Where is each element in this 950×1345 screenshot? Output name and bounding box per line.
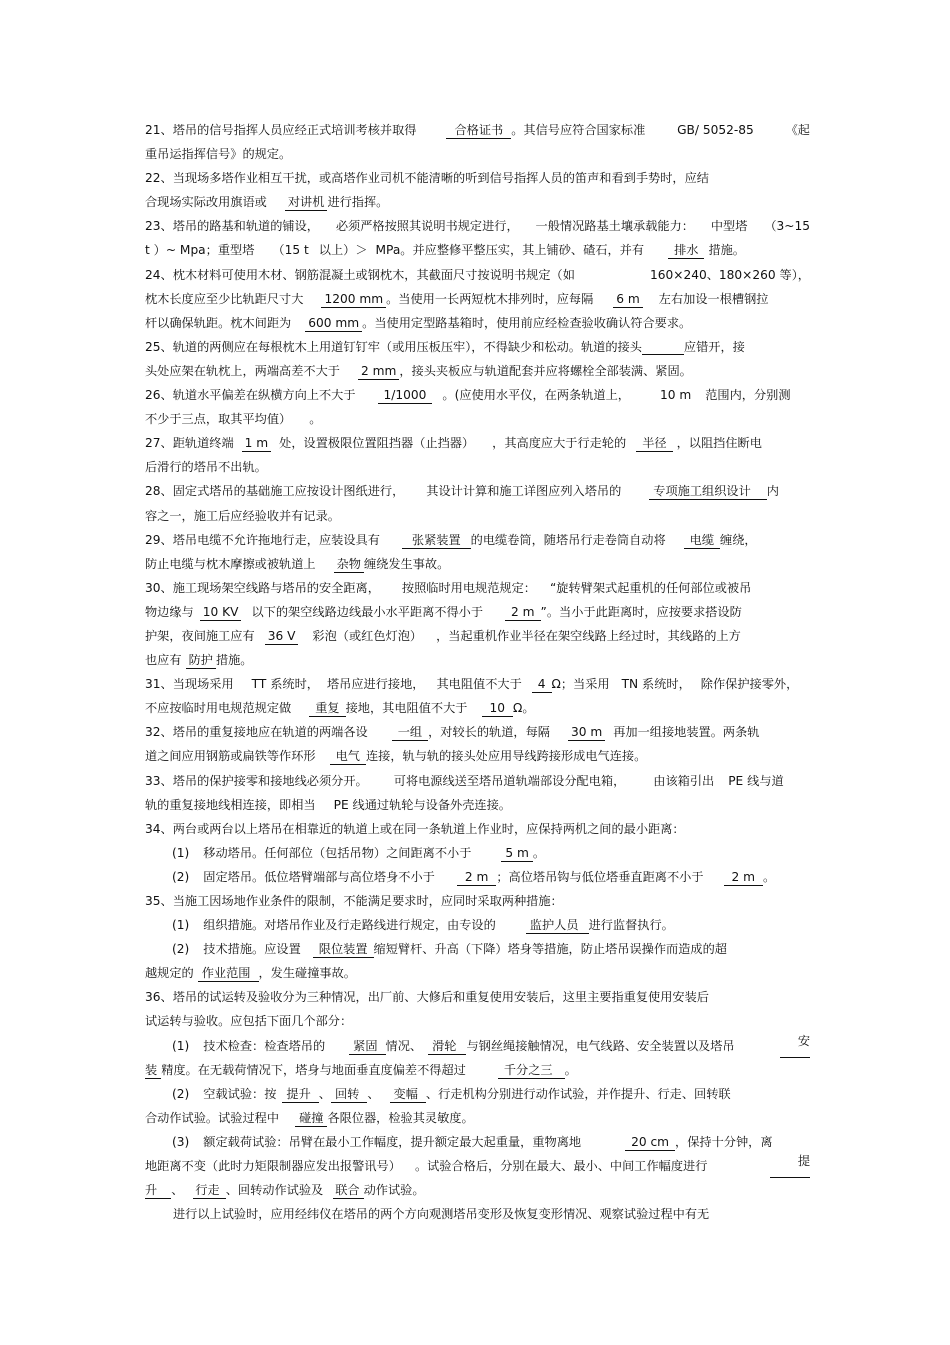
q27-line1 bbox=[145, 431, 810, 455]
q27-text: ，以阻挡住断电 bbox=[676, 436, 762, 451]
item-number: (2) bbox=[172, 942, 190, 957]
q30-text: 彩泡（或红色灯泡） bbox=[312, 628, 423, 643]
answer-blank: 专项施工组织设计 bbox=[649, 484, 767, 500]
item-number: (1) bbox=[172, 845, 190, 860]
answer-blank: 限位装置 bbox=[313, 942, 374, 958]
q32-text: 道之间应用钢筋或扁铁等作环形 bbox=[145, 749, 316, 764]
q24-text: 160×240、180×260 等）， bbox=[650, 267, 810, 282]
answer-blank: 提升 bbox=[282, 1087, 318, 1103]
q31-text: TT 系统时， bbox=[251, 677, 319, 692]
q21-line1 bbox=[145, 118, 810, 142]
q36-text: 地距离不变（此时力矩限制器应发出报警讯号） bbox=[145, 1159, 401, 1174]
q33-line2 bbox=[145, 793, 810, 817]
q31-line1 bbox=[145, 672, 810, 696]
q31-text: 31、当现场采用 bbox=[145, 677, 234, 692]
q30-line4 bbox=[145, 648, 810, 672]
q31-text: 其电阻值不大于 bbox=[436, 677, 522, 692]
q31-text: 不应按临时用电规范规定做 bbox=[145, 701, 292, 716]
q22-line2 bbox=[145, 190, 810, 214]
q34-text: 移动塔吊。任何部位（包括吊物）之间距离不小于 bbox=[203, 845, 472, 860]
q29-line1 bbox=[145, 528, 810, 552]
q25-text: ，接头夹板应与轨道配套并应将螺栓全部装满、紧固。 bbox=[399, 363, 692, 378]
q32-text: 32、塔吊的重复接地应在轨道的两端各设 bbox=[145, 725, 368, 740]
q34-text: 。 bbox=[763, 869, 776, 884]
q32-line1 bbox=[145, 720, 810, 744]
q23-text: t ）~ Mpa；重型塔 bbox=[145, 243, 255, 258]
q33-text: 轨的重复接地线相连接，即相当 bbox=[145, 797, 316, 812]
q25-text: 应错开，接 bbox=[683, 339, 745, 354]
answer-blank: 重复 bbox=[309, 701, 345, 717]
q23-text: 必须严格按照其说明书规定进行， bbox=[335, 219, 519, 234]
q35-text: 越规定的 bbox=[145, 966, 194, 981]
q34-text: ；高位塔吊钩与低位塔垂直距离不小于 bbox=[496, 869, 704, 884]
q36-text: 合动作试验。试验过程中 bbox=[145, 1110, 280, 1125]
q36-text: 、 bbox=[171, 1183, 184, 1198]
q36-text: 额定载荷试验：吊臂在最小工作幅度，提升额定最大起重量，重物离地 bbox=[203, 1134, 582, 1149]
answer-blank: 装 bbox=[145, 1063, 161, 1079]
q35-item2-cont bbox=[145, 961, 810, 985]
q23-text: 一般情况路基土壤承载能力： bbox=[535, 219, 694, 234]
q26-text: 10 m bbox=[659, 388, 692, 403]
answer-blank: 千分之三 bbox=[498, 1063, 565, 1079]
q34-item2 bbox=[145, 865, 810, 889]
q34-line1: 34、两台或两台以上塔吊在相靠近的轨道上或在同一条轨道上作业时，应保持两机之间的最小距离： bbox=[145, 821, 685, 836]
q30-text: 也应有 bbox=[145, 653, 182, 668]
q35-text: ，发生碰撞事故。 bbox=[258, 966, 356, 981]
q24-text: 左右加设一根槽钢拉 bbox=[658, 291, 769, 306]
q23-text: MPa。并应整修平整压实，其上铺砂、碴石，并有 bbox=[375, 243, 645, 258]
q21-text: 。其信号应符合国家标准 bbox=[511, 123, 646, 137]
q30-text: 以下的架空线路边线最小水平距离不得小于 bbox=[251, 604, 484, 619]
standard-code: GB/ 5052-85 bbox=[677, 123, 754, 137]
answer-blank: 1200 mm bbox=[321, 292, 386, 308]
q28-text: 其设计计算和施工详图应列入塔吊的 bbox=[426, 484, 622, 499]
q29-text: 缠绕发生事故。 bbox=[364, 556, 450, 571]
q33-text: PE 线与道 bbox=[728, 773, 784, 788]
q36-line1: 36、塔吊的试运转及验收分为三种情况，出厂前、大修后和重复使用安装后，这里主要指重复使用安装后 bbox=[145, 990, 709, 1005]
answer-blank: 合格证书 bbox=[446, 123, 511, 139]
q23-text: （15 t bbox=[272, 243, 309, 258]
q23-line2 bbox=[145, 238, 810, 262]
q26-text: 26、轨道水平偏差在纵横方向上不大于 bbox=[145, 388, 356, 403]
q31-line2 bbox=[145, 696, 810, 720]
q26-line2 bbox=[145, 407, 810, 431]
answer-blank: 紧固 bbox=[349, 1039, 385, 1055]
answer-blank: 对讲机 bbox=[285, 195, 328, 211]
q33-text: 可将电源线送至塔吊道轨端部设分配电箱， bbox=[393, 773, 626, 788]
answer-blank: 监护人员 bbox=[526, 918, 589, 934]
q32-text: 连接，轨与轨的接头处应用导线跨接形成电气连接。 bbox=[366, 749, 647, 764]
q23-text: 措施。 bbox=[708, 243, 745, 258]
answer-blank: 4 bbox=[532, 677, 552, 693]
q26-text: 不少于三点，取其平均值） bbox=[145, 412, 292, 427]
q24-line2 bbox=[145, 287, 810, 311]
answer-blank: 电气 bbox=[330, 749, 366, 765]
item-number: (1) bbox=[172, 918, 190, 933]
q36-text: 。试验合格后，分别在最大、最小、中间工作幅度进行 bbox=[414, 1159, 708, 1174]
q24-line3 bbox=[145, 311, 810, 335]
q30-text: 按照临时用电规范规定： bbox=[401, 580, 536, 595]
q30-text: 物边缘与 bbox=[145, 604, 194, 619]
answer-blank: 碰撞 bbox=[295, 1111, 327, 1127]
q36-line2: 试运转与验收。应包括下面几个部分： bbox=[145, 1014, 353, 1029]
q29-text: 防止电缆与枕木摩擦或被轨道上 bbox=[145, 556, 316, 571]
q36-text: 技术检查：检查塔吊的 bbox=[203, 1038, 326, 1053]
answer-blank: 滑轮 bbox=[428, 1039, 466, 1055]
q36-text: 、回转动作试验及 bbox=[225, 1183, 324, 1198]
q33-line1 bbox=[145, 769, 810, 793]
answer-blank: 排水 bbox=[668, 243, 704, 259]
answer-blank: 升 bbox=[145, 1183, 171, 1199]
answer-blank: 30 m bbox=[568, 725, 605, 741]
q36-item1-cont bbox=[145, 1058, 810, 1082]
answer-blank: 杂物 bbox=[334, 557, 364, 573]
q22-line1: 22、当现场多塔作业相互干扰，或高塔作业司机不能清晰的听到信号指挥人员的笛声和看到手势时，应结 bbox=[145, 171, 709, 186]
q24-text: 。当使用定型路基箱时，使用前应经检查验收确认符合要求。 bbox=[362, 315, 692, 330]
q35-text: 缩短臂杆、升高（下降）塔身等措施，防止塔吊误操作而造成的超 bbox=[373, 942, 727, 957]
answer-blank: 5 m bbox=[501, 846, 533, 862]
q36-text: ，保持十分钟，离 bbox=[675, 1134, 773, 1149]
q25-text: 头处应架在轨枕上，两端高差不大于 bbox=[145, 363, 340, 378]
q27-text: 27、距轨道终端 bbox=[145, 436, 234, 451]
q25-text: 25、轨道的两侧应在每根枕木上用道钉钉牢（或用压板压牢） bbox=[145, 339, 472, 354]
q28-text: 内 bbox=[766, 484, 779, 499]
q28-text: 28、固定式塔吊的基础施工应按设计图纸进行， bbox=[145, 484, 405, 499]
q30-text: “旋转臂架式起重机的任何部位或被吊 bbox=[549, 580, 752, 595]
q36-item3 bbox=[145, 1130, 810, 1154]
q26-line1 bbox=[145, 383, 810, 407]
q36-text: 、 bbox=[318, 1086, 331, 1101]
q25-line1 bbox=[145, 335, 810, 359]
answer-blank: 2 mm bbox=[358, 364, 399, 380]
answer-blank: 2 m bbox=[457, 870, 497, 886]
q36-text: 情况、 bbox=[385, 1038, 423, 1053]
q31-text: 除作保护接零外， bbox=[700, 677, 799, 692]
q30-line3 bbox=[145, 624, 810, 648]
q33-text: 由该箱引出 bbox=[653, 773, 715, 788]
q24-text: 24、枕木材料可使用木材、钢筋混凝土或钢枕木，其截面尺寸按说明书规定（如 bbox=[145, 267, 575, 282]
answer-blank: 电缆 bbox=[684, 533, 720, 549]
q30-text: ”。当小于此距离时，应按要求搭设防 bbox=[540, 604, 742, 619]
q22-text: 进行指挥。 bbox=[327, 195, 389, 210]
answer-blank: 提 bbox=[770, 1154, 810, 1178]
q24-text: 。当使用一长两短枕木排列时，应每隔 bbox=[386, 291, 594, 306]
q35-text: 技术措施。应设置 bbox=[203, 942, 301, 957]
answer-blank: 安 bbox=[780, 1034, 810, 1058]
q25-text: ，不得缺少和松动。轨道的接头 bbox=[471, 339, 642, 354]
q36-text: 、行走机构分别进行动作试验，并作提升、行走、回转联 bbox=[425, 1086, 731, 1101]
q36-last-line: 进行以上试验时，应用经纬仪在塔吊的两个方向观测塔吊变形及恢复变形情况、观察试验过程中有无 bbox=[173, 1207, 710, 1222]
item-number: (2) bbox=[172, 869, 190, 884]
q35-item1 bbox=[145, 913, 810, 937]
item-number: (1) bbox=[172, 1038, 190, 1053]
answer-blank: 10 bbox=[482, 701, 514, 717]
q31-text: 接地，其电阻值不大于 bbox=[345, 701, 468, 716]
answer-blank: 600 mm bbox=[305, 316, 362, 332]
answer-blank: 行走 bbox=[193, 1183, 225, 1199]
answer-blank: 联合 bbox=[333, 1183, 363, 1199]
answer-blank: 作业范围 bbox=[198, 966, 259, 982]
q28-line1 bbox=[145, 479, 810, 503]
q21-line2: 重吊运指挥信号》的规定。 bbox=[145, 147, 292, 162]
q26-text: 。 bbox=[309, 412, 322, 427]
q32-line2 bbox=[145, 744, 810, 768]
q35-item2 bbox=[145, 937, 810, 961]
item-number: (2) bbox=[172, 1086, 190, 1101]
q30-text: 30、施工现场架空线路与塔吊的安全距离， bbox=[145, 580, 380, 595]
q26-text: 范围内，分别测 bbox=[705, 388, 791, 403]
q36-item3-cont bbox=[145, 1154, 810, 1178]
q34-text: 。 bbox=[532, 845, 546, 860]
answer-blank: 回转 bbox=[331, 1087, 367, 1103]
q21-text: 《起 bbox=[785, 123, 810, 137]
q30-line1 bbox=[145, 576, 810, 600]
q29-text: 缠绕， bbox=[720, 532, 757, 547]
q34-item1 bbox=[145, 841, 810, 865]
q26-text: 。(应使用水平仪，在两条轨道上， bbox=[442, 388, 630, 403]
q31-text: Ω；当采用 bbox=[551, 677, 610, 692]
answer-blank: 6 m bbox=[613, 292, 643, 308]
answer-blank: 1/1000 bbox=[378, 388, 433, 404]
q36-text: 。 bbox=[564, 1062, 577, 1077]
q23-line1 bbox=[145, 214, 810, 238]
answer-blank: 1 m bbox=[242, 436, 272, 452]
q35-line1: 35、当施工因场地作业条件的限制，不能满足要求时，应同时采取两种措施： bbox=[145, 894, 563, 908]
q25-line2 bbox=[145, 359, 810, 383]
q23-text: 以上）＞ bbox=[318, 243, 368, 258]
answer-blank: 20 cm bbox=[625, 1135, 675, 1151]
answer-blank: 半径 bbox=[636, 436, 672, 452]
q30-text: 护架，夜间施工应有 bbox=[145, 628, 255, 643]
q32-text: ，对较长的轨道，每隔 bbox=[428, 725, 550, 740]
q21-text: 21、塔吊的信号指挥人员应经正式培训考核并取得 bbox=[145, 123, 417, 137]
answer-blank: 变幅 bbox=[390, 1087, 426, 1103]
q31-text: TN 系统时， bbox=[621, 677, 691, 692]
q27-text: 处，设置极限位置阻挡器（止挡器） bbox=[279, 436, 475, 451]
answer-blank bbox=[642, 339, 684, 355]
q24-line1 bbox=[145, 263, 810, 287]
q31-text: Ω。 bbox=[513, 701, 535, 716]
answer-blank: 2 m bbox=[724, 870, 764, 886]
q27-text: ，其高度应大于行走轮的 bbox=[492, 436, 627, 451]
q29-text: 的电缆卷筒，随塔吊行走卷筒自动将 bbox=[470, 532, 666, 547]
q36-text: 与钢丝绳接触情况，电气线路、安全装置以及塔吊 bbox=[466, 1038, 735, 1053]
answer-blank: 36 V bbox=[265, 629, 299, 645]
document-body bbox=[145, 118, 810, 1226]
q36-item2-cont bbox=[145, 1106, 810, 1130]
q36-item1 bbox=[145, 1034, 810, 1058]
q36-item3-cont2 bbox=[145, 1178, 810, 1202]
q36-text: 各限位器，检验其灵敏度。 bbox=[327, 1110, 474, 1125]
q32-text: 再加一组接地装置。两条轨 bbox=[613, 725, 760, 740]
q23-text: 中型塔 bbox=[710, 219, 748, 234]
q33-text: 33、塔吊的保护接零和接地线必须分开。 bbox=[145, 773, 368, 788]
q24-text: 杆以确保轨距。枕木间距为 bbox=[145, 315, 292, 330]
answer-blank: 2 m bbox=[505, 605, 541, 621]
q36-text: 精度。在无载荷情况下，塔身与地面垂直度偏差不得超过 bbox=[161, 1062, 466, 1077]
q29-text: 29、塔吊电缆不允许拖地行走，应装设具有 bbox=[145, 532, 380, 547]
q29-line2 bbox=[145, 552, 810, 576]
q30-text: 措施。 bbox=[215, 653, 253, 668]
q30-text: ，当起重机作业半径在架空线路上经过时，其线路的上方 bbox=[436, 628, 741, 643]
q24-text: 枕木长度应至少比轨距尺寸大 bbox=[145, 291, 304, 306]
answer-blank: 10 KV bbox=[200, 605, 242, 621]
answer-blank: 一组 bbox=[392, 725, 428, 741]
item-number: (3) bbox=[172, 1134, 190, 1149]
q36-text: 、 bbox=[367, 1086, 380, 1101]
q31-text: 塔吊应进行接地， bbox=[326, 677, 425, 692]
q35-text: 组织措施。对塔吊作业及行走路线进行规定，由专设的 bbox=[203, 918, 496, 933]
answer-blank: 张紧装置 bbox=[402, 533, 471, 549]
answer-blank: 防护 bbox=[186, 653, 216, 669]
q27-line2: 后滑行的塔吊不出轨。 bbox=[145, 460, 267, 475]
q36-text: 空载试验：按 bbox=[203, 1086, 277, 1101]
q35-text: 进行监督执行。 bbox=[588, 918, 674, 933]
q22-text: 合现场实际改用旗语或 bbox=[145, 195, 267, 210]
q33-text: PE 线通过轨轮与设备外壳连接。 bbox=[333, 797, 511, 812]
q28-line2: 容之一，施工后应经验收并有记录。 bbox=[145, 508, 340, 523]
q36-item2 bbox=[145, 1082, 810, 1106]
q34-text: 固定塔吊。低位塔臂端部与高位塔身不小于 bbox=[203, 869, 435, 884]
q23-text: （3~15 bbox=[764, 219, 810, 234]
q30-line2 bbox=[145, 600, 810, 624]
q23-text: 23、塔吊的路基和轨道的铺设， bbox=[145, 219, 319, 234]
q36-text: 动作试验。 bbox=[363, 1183, 425, 1198]
